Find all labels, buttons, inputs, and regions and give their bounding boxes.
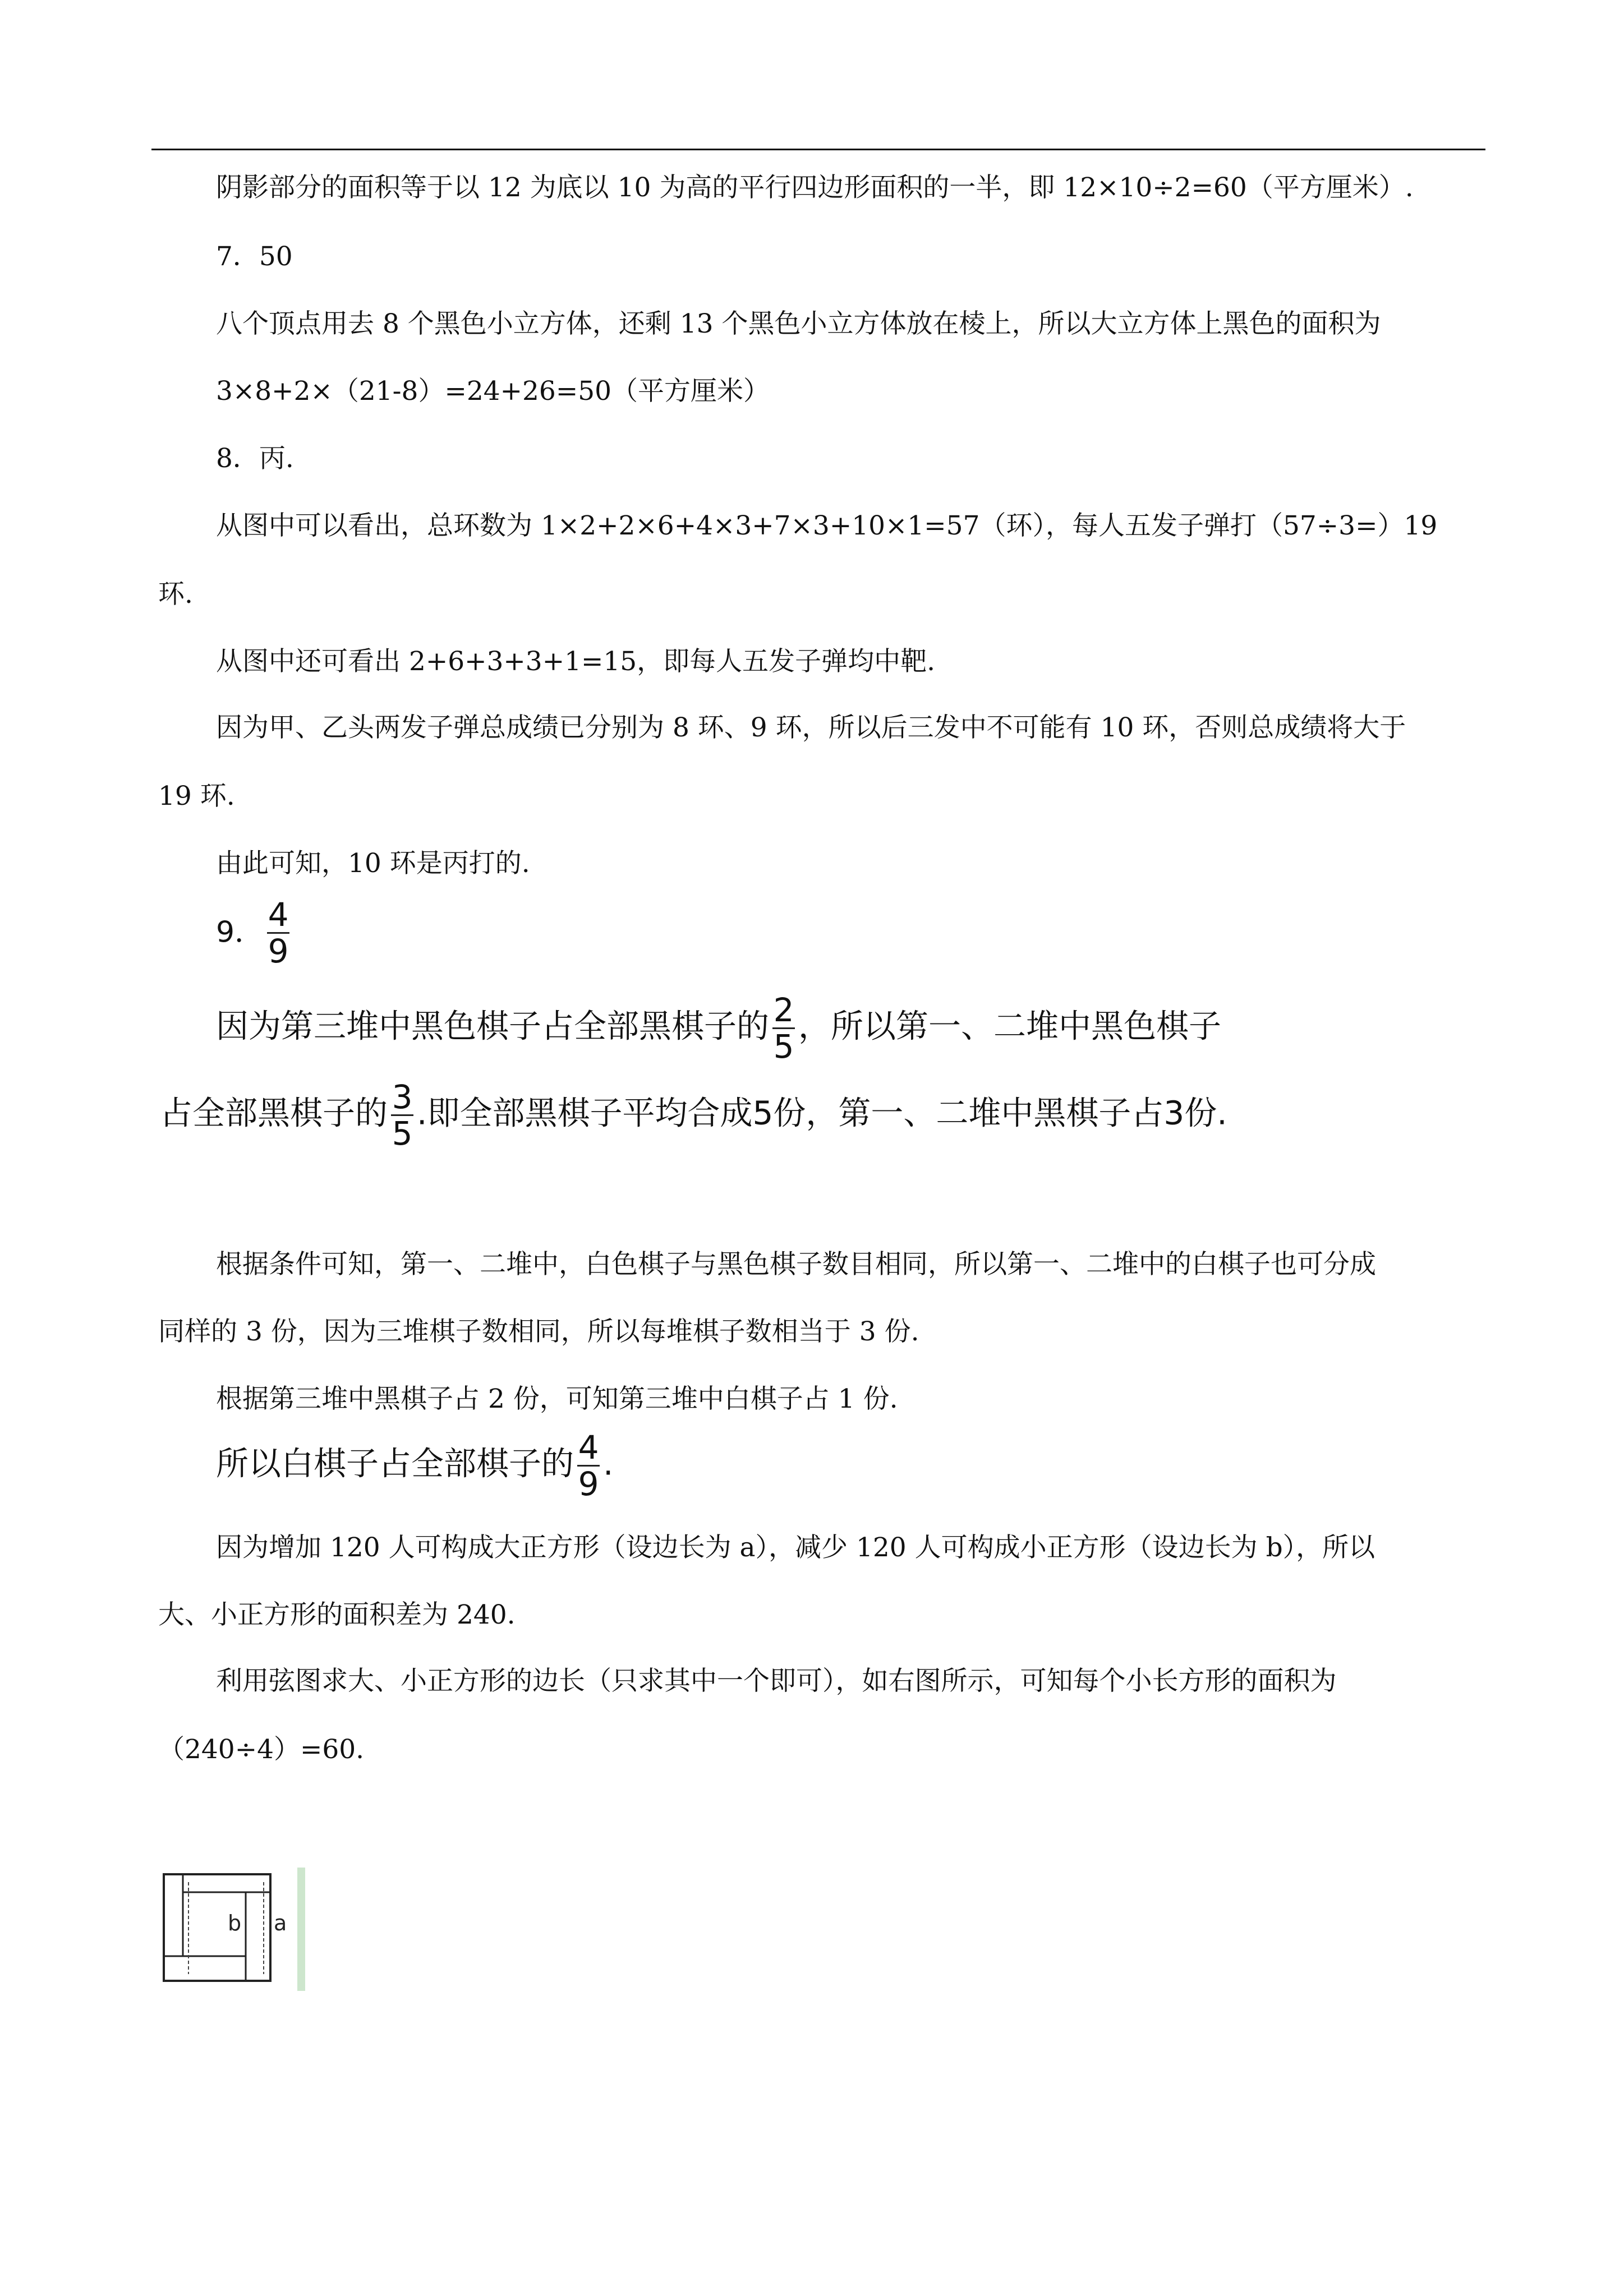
header-rule: [151, 149, 1485, 150]
paragraph-10: 19 环.: [158, 781, 235, 812]
answer-9-heading: 9． $\frac{4}{9}$: [216, 896, 289, 970]
label-b: b: [228, 1911, 242, 1935]
figure-green-strip: [297, 1868, 305, 1991]
paragraph-20: 大、小正方形的面积差为 240.: [158, 1599, 516, 1630]
paragraph-14: 占全部黑棋子的 $\frac{3}{5}$ .即全部黑棋子平均合成5份，第一、二堆中黑棋子占3份.: [160, 1078, 1227, 1152]
paragraph-22: （240÷4）=60.: [158, 1734, 365, 1765]
answer-8-heading: 8．丙.: [216, 443, 294, 474]
paragraph-3: 八个顶点用去 8 个黑色小立方体，还剩 13 个黑色小立方体放在棱上，所以大立方体上黑色的面积为: [216, 308, 1381, 339]
answer-7-heading: 7．50: [216, 241, 293, 272]
paragraph-15: 根据条件可知，第一、二堆中，白色棋子与黑色棋子数目相同，所以第一、二堆中的白棋子也可分成: [216, 1249, 1376, 1280]
outer-square: [164, 1874, 270, 1981]
paragraph-7: 环.: [158, 579, 193, 610]
string-figure: [162, 1868, 307, 1993]
paragraph-9: 因为甲、乙头两发子弹总成绩已分别为 8 环、9 环，所以后三发中不可能有 10 环，否则总成绩将大于: [216, 712, 1406, 743]
paragraph-11: 由此可知，10 环是丙打的.: [216, 848, 530, 879]
paragraph-17: 根据第三堆中黑棋子占 2 份，可知第三堆中白棋子占 1 份.: [216, 1384, 898, 1414]
paragraph-19: 因为增加 120 人可构成大正方形（设边长为 a），减少 120 人可构成小正方形（设边长为 b），所以: [216, 1532, 1375, 1563]
paragraph-21: 利用弦图求大、小正方形的边长（只求其中一个即可），如右图所示，可知每个小长方形的面积为: [216, 1666, 1337, 1696]
paragraph-6: 从图中可以看出，总环数为 1×2+2×6+4×3+7×3+10×1=57（环），每人五发子弹打（57÷3=）19: [216, 510, 1438, 541]
label-a: a: [274, 1911, 287, 1935]
paragraph-18: 所以白棋子占全部棋子的 $\frac{4}{9}$ .: [216, 1428, 614, 1503]
paragraph-8: 从图中还可看出 2+6+3+3+1=15，即每人五发子弹均中靶.: [216, 646, 936, 677]
paragraph-1: 阴影部分的面积等于以 12 为底以 10 为高的平行四边形面积的一半，即 12×10÷2=60（平方厘米）.: [216, 172, 1414, 203]
paragraph-16: 同样的 3 份，因为三堆棋子数相同，所以每堆棋子数相当于 3 份.: [158, 1316, 919, 1347]
paragraph-13: 因为第三堆中黑色棋子占全部黑棋子的 $\frac{2}{5}$ ，所以第一、二堆中黑色棋子: [216, 991, 1222, 1066]
paragraph-4: 3×8+2×（21-8）=24+26=50（平方厘米）: [216, 376, 770, 407]
